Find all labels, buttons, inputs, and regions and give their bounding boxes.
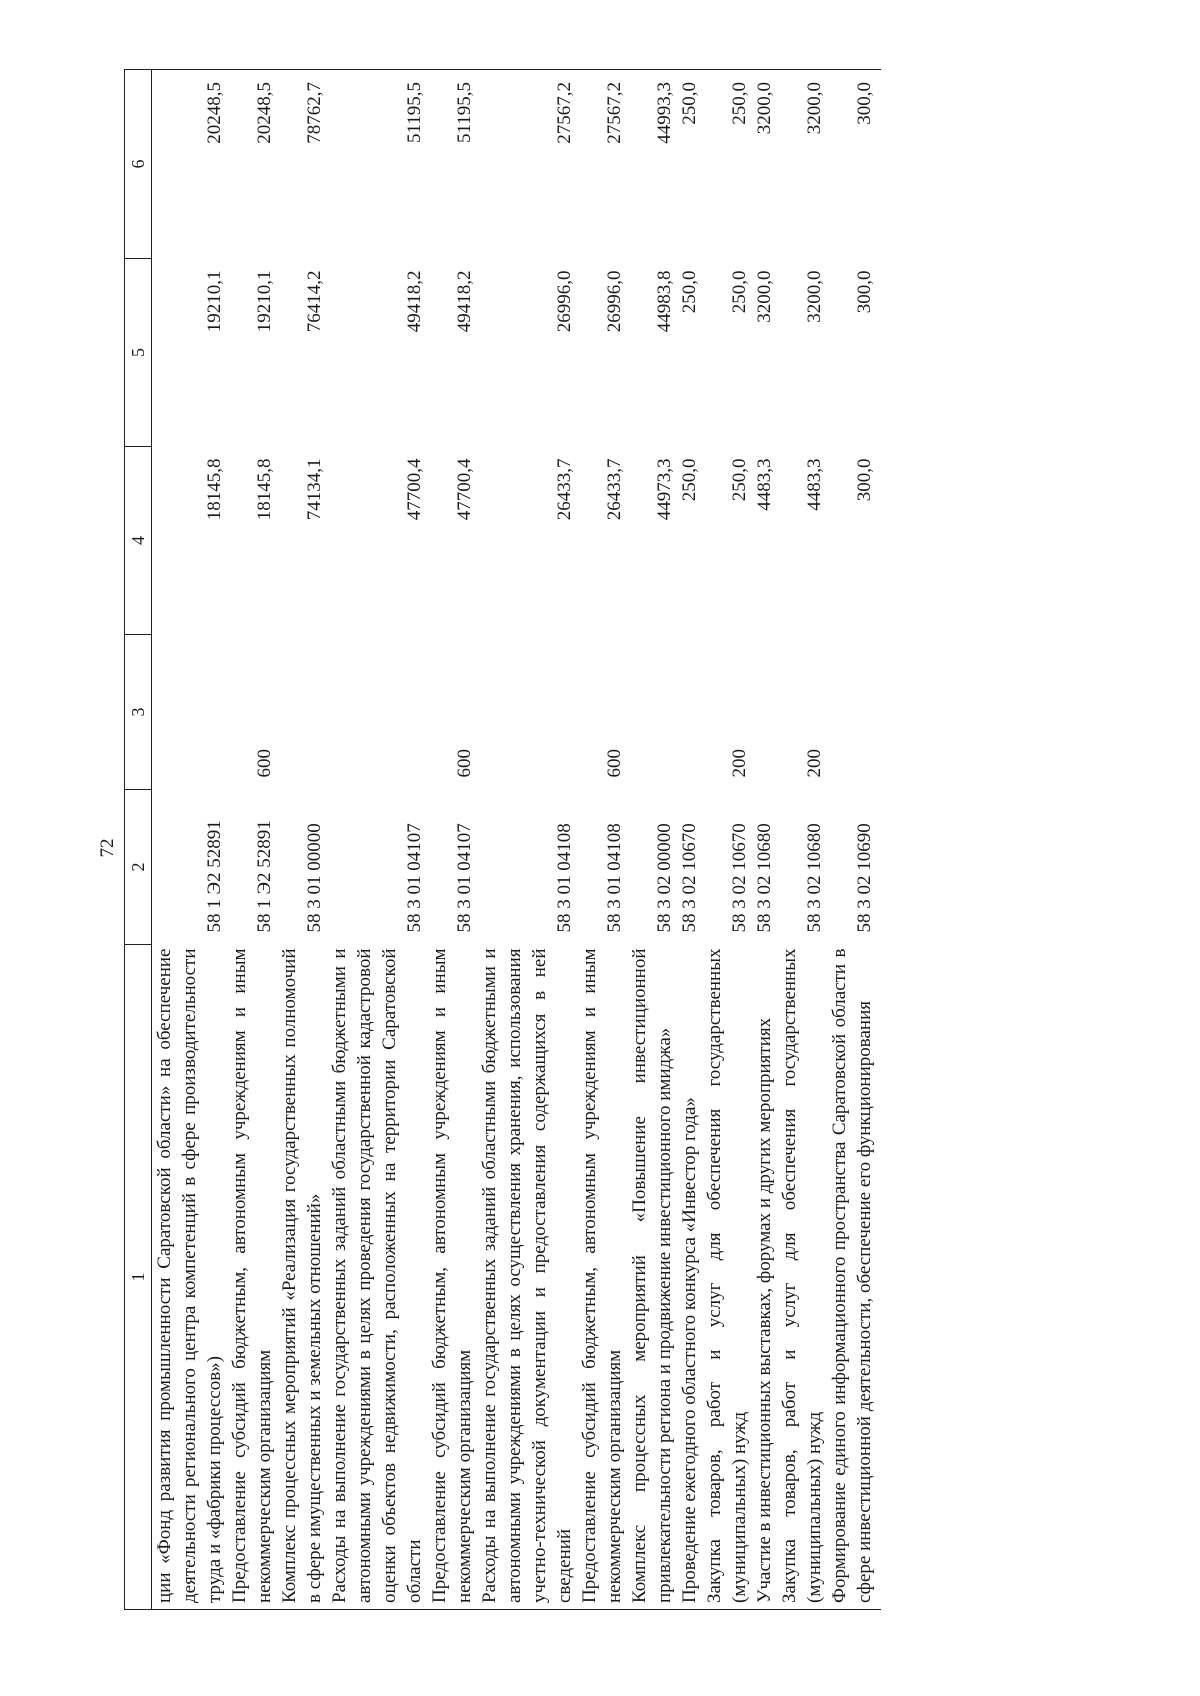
row-type (277, 635, 327, 790)
row-value-col6: 3200,0 (777, 70, 827, 259)
column-header: 3 (125, 635, 152, 790)
column-header: 6 (125, 70, 152, 259)
table-row (277, 70, 327, 1610)
row-value-col5: 26996,0 (554, 270, 575, 333)
table-row (152, 70, 228, 1610)
row-type (627, 635, 677, 790)
row-type: 600 (254, 749, 275, 778)
table-row (677, 70, 702, 1610)
row-name: Закупка товаров, работ и услуг для обеспечения государственных (муниципальных) нужд (702, 945, 752, 1610)
row-value-col6: 51195,5 (427, 70, 477, 259)
row-value-col5: 250,0 (729, 270, 750, 314)
row-value-col4: 47700,4 (454, 458, 475, 521)
row-value-col4: 250,0 (729, 458, 750, 502)
row-code: 58 3 02 10670 (679, 823, 700, 933)
table-header-row (125, 70, 152, 1610)
row-value-col5: 49418,2 (454, 270, 475, 333)
row-value-col4: 47700,4 (404, 458, 425, 521)
row-code: 58 3 02 10680 (804, 823, 825, 933)
row-value-col5: 49418,2 (404, 270, 425, 333)
column-header: 2 (125, 790, 152, 945)
table-row (777, 70, 827, 1610)
row-value-col5: 300,0 (854, 270, 875, 314)
row-type (152, 635, 228, 790)
row-code: 58 3 02 10670 (729, 823, 750, 933)
table-row (577, 70, 627, 1610)
table-body (152, 70, 882, 1610)
row-name: Формирование единого информационного пространства Саратовской области в сфере инвестиционной деятельности, обеспечение его функционирования (827, 945, 881, 1610)
page-number: 72 (97, 838, 118, 858)
row-value-col4: 26433,7 (604, 458, 625, 521)
row-value-col5: 3200,0 (804, 270, 825, 323)
row-type (827, 635, 881, 790)
row-value-col5: 44983,8 (654, 270, 675, 333)
table-row (477, 70, 577, 1610)
row-value-col6: 250,0 (702, 70, 752, 259)
row-name: Проведение ежегодного областного конкурса «Инвестор года» (677, 945, 702, 1610)
row-value-col4: 300,0 (854, 458, 875, 502)
row-value-col4: 4483,3 (754, 458, 775, 511)
row-code: 58 3 01 04108 (554, 823, 575, 933)
row-code: 58 3 01 04107 (404, 823, 425, 933)
row-type: 200 (729, 749, 750, 778)
row-type: 200 (804, 749, 825, 778)
row-type: 600 (454, 749, 475, 778)
rotated-table-sheet (124, 70, 1164, 1610)
row-value-col4: 26433,7 (554, 458, 575, 521)
row-code: 58 1 Э2 52891 (254, 820, 275, 933)
row-code: 58 3 02 00000 (654, 823, 675, 933)
table-row (702, 70, 752, 1610)
table-row (752, 70, 777, 1610)
row-value-col6: 27567,2 (577, 70, 627, 259)
row-value-col5: 76414,2 (304, 270, 325, 333)
row-name: Комплекс процессных мероприятий «Реализация государственных полномочий в сфере имущественных и земельных отношений» (277, 945, 327, 1610)
row-code: 58 3 01 00000 (304, 823, 325, 933)
row-name: Предоставление субсидий бюджетным, автономным учреждениям и иным некоммерческим организациям (577, 945, 627, 1610)
row-name: Комплекс процессных мероприятий «Повышение инвестиционной привлекательности региона и продвижение инвестиционного имиджа» (627, 945, 677, 1610)
row-value-col4: 250,0 (679, 458, 700, 502)
column-header: 4 (125, 447, 152, 635)
row-code: 58 1 Э2 52891 (204, 820, 225, 933)
row-value-col6: 20248,5 (227, 70, 277, 259)
row-value-col4: 18145,8 (204, 458, 225, 521)
row-type (477, 635, 577, 790)
row-value-col4: 18145,8 (254, 458, 275, 521)
row-type (677, 635, 702, 790)
row-name: ции «Фонд развития промышленности Саратовской области» на обеспечение деятельности регионального центра компетенций в сфере производительности труда и «фабрики процессов») (152, 945, 228, 1610)
table-row (627, 70, 677, 1610)
row-value-col6: 250,0 (677, 70, 702, 259)
row-code: 58 3 02 10680 (754, 823, 775, 933)
budget-table (124, 69, 881, 1610)
row-name: Расходы на выполнение государственных заданий областными бюджетными и автономными учреждениями в целях проведения государственной кадастровой оценки объектов недвижимости, расположенных на территории Саратовской области (327, 945, 427, 1610)
row-value-col6: 27567,2 (477, 70, 577, 259)
row-name: Участие в инвестиционных выставках, форумах и других мероприятиях (752, 945, 777, 1610)
row-value-col4: 4483,3 (804, 458, 825, 511)
row-value-col6: 44993,3 (627, 70, 677, 259)
table-row (827, 70, 881, 1610)
row-value-col6: 20248,5 (152, 70, 228, 259)
row-value-col4: 74134,1 (304, 458, 325, 521)
row-name: Предоставление субсидий бюджетным, автономным учреждениям и иным некоммерческим организациям (427, 945, 477, 1610)
row-code: 58 3 01 04107 (454, 823, 475, 933)
row-value-col5: 26996,0 (604, 270, 625, 333)
row-value-col6: 300,0 (827, 70, 881, 259)
row-type (327, 635, 427, 790)
row-name: Расходы на выполнение государственных заданий областными бюджетными и автономными учреждениями в целях осуществления хранения, использования учетно-технической документации и предоставления содержащихся в ней сведений (477, 945, 577, 1610)
row-value-col6: 3200,0 (752, 70, 777, 259)
table-row (227, 70, 277, 1610)
row-value-col5: 3200,0 (754, 270, 775, 323)
row-value-col5: 19210,1 (204, 270, 225, 333)
row-name: Предоставление субсидий бюджетным, автономным учреждениям и иным некоммерческим организациям (227, 945, 277, 1610)
row-value-col6: 78762,7 (277, 70, 327, 259)
row-value-col5: 250,0 (679, 270, 700, 314)
row-value-col6: 51195,5 (327, 70, 427, 259)
row-type: 600 (604, 749, 625, 778)
row-name: Закупка товаров, работ и услуг для обеспечения государственных (муниципальных) нужд (777, 945, 827, 1610)
table-row (427, 70, 477, 1610)
table-row (327, 70, 427, 1610)
row-type (752, 635, 777, 790)
row-value-col5: 19210,1 (254, 270, 275, 333)
row-code: 58 3 02 10690 (854, 823, 875, 933)
column-header: 1 (125, 945, 152, 1610)
column-header: 5 (125, 259, 152, 447)
row-code: 58 3 01 04108 (604, 823, 625, 933)
row-value-col4: 44973,3 (654, 458, 675, 521)
